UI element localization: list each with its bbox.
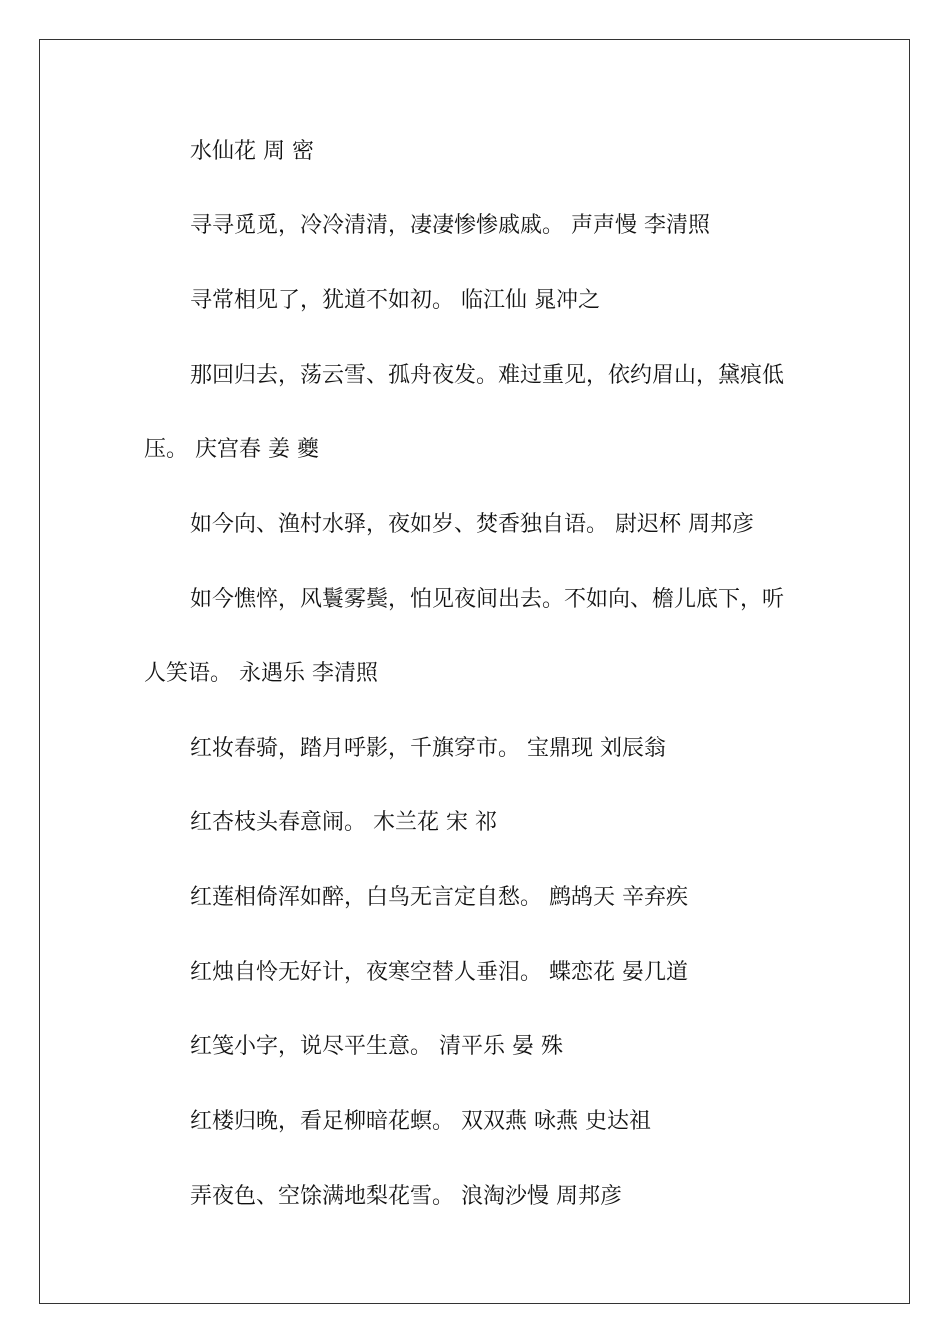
text-line: 弄夜色、空馀满地梨花雪。 浪淘沙慢 周邦彦 bbox=[190, 1184, 622, 1209]
text-line: 人笑语。 永遇乐 李清照 bbox=[144, 661, 378, 686]
text-line: 如今向、渔村水驿，夜如岁、焚香独自语。 尉迟杯 周邦彦 bbox=[190, 512, 754, 537]
text-line: 寻常相见了，犹道不如初。 临江仙 晁冲之 bbox=[190, 288, 600, 313]
text-line: 红烛自怜无好计，夜寒空替人垂泪。 蝶恋花 晏几道 bbox=[190, 960, 688, 985]
text-line: 压。 庆宫春 姜 夔 bbox=[144, 437, 319, 462]
text-line: 水仙花 周 密 bbox=[190, 139, 314, 164]
text-line: 红楼归晚，看足柳暗花螟。 双双燕 咏燕 史达祖 bbox=[190, 1109, 651, 1134]
text-line: 红妆春骑，踏月呼影，千旗穿市。 宝鼎现 刘辰翁 bbox=[190, 736, 666, 761]
text-line: 如今憔悴，风鬟雾鬓，怕见夜间出去。不如向、檐儿底下，听 bbox=[190, 587, 785, 612]
text-line: 红杏枝头春意闹。 木兰花 宋 祁 bbox=[190, 810, 497, 835]
text-line: 红笺小字，说尽平生意。 清平乐 晏 殊 bbox=[190, 1034, 563, 1059]
text-line: 寻寻觅觅，冷冷清清，凄凄惨惨戚戚。 声声慢 李清照 bbox=[190, 213, 710, 238]
text-line: 那回归去，荡云雪、孤舟夜发。难过重见，依约眉山，黛痕低 bbox=[190, 363, 785, 388]
text-line: 红莲相倚浑如醉，白鸟无言定自愁。 鹧鸪天 辛弃疾 bbox=[190, 885, 688, 910]
